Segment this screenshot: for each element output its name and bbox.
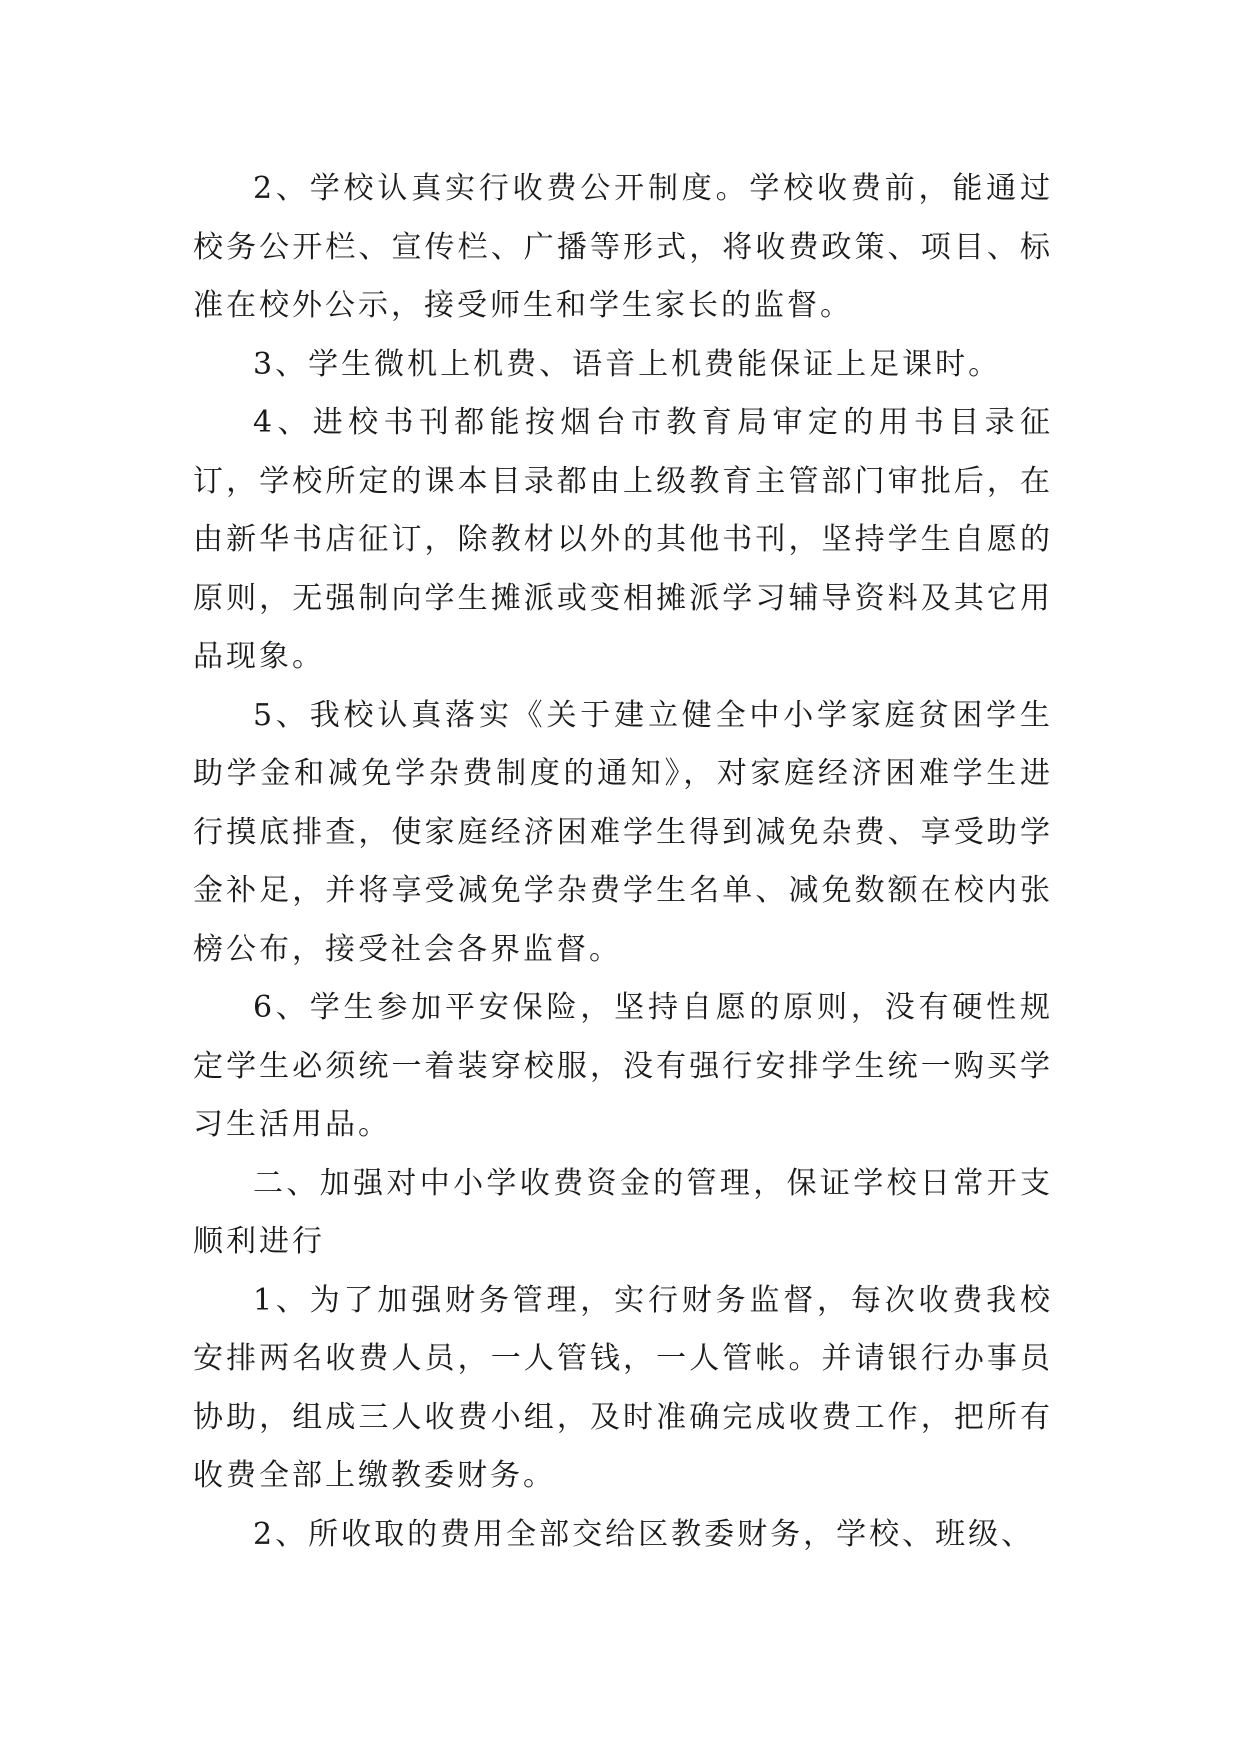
document-body xyxy=(193,160,1053,1564)
paragraph: 1、为了加强财务管理，实行财务监督，每次收费我校安排两名收费人员，一人管钱，一人管帐。并请银行办事员协助，组成三人收费小组，及时准确完成收费工作，把所有收费全部上缴教委财务。 xyxy=(193,1282,1053,1493)
paragraph: 2、学校认真实行收费公开制度。学校收费前，能通过校务公开栏、宣传栏、广播等形式，将收费政策、项目、标准在校外公示，接受师生和学生家长的监督。 xyxy=(193,171,1053,323)
paragraph: 6、学生参加平安保险，坚持自愿的原则，没有硬性规定学生必须统一着装穿校服，没有强行安排学生统一购买学习生活用品。 xyxy=(193,990,1053,1142)
paragraph: 5、我校认真落实《关于建立健全中小学家庭贫困学生助学金和减免学杂费制度的通知》，对家庭经济困难学生进行摸底排查，使家庭经济困难学生得到减免杂费、享受助学金补足，并将享受减免学杂费学生名单、减免数额在校内张榜公布，接受社会各界监督。 xyxy=(193,697,1053,967)
paragraph: 3、学生微机上机费、语音上机费能保证上足课时。 xyxy=(253,346,1002,382)
paragraph: 4、进校书刊都能按烟台市教育局审定的用书目录征订，学校所定的课本目录都由上级教育主管部门审批后，在由新华书店征订，除教材以外的其他书刊，坚持学生自愿的原则，无强制向学生摊派或变相摊派学习辅导资料及其它用品现象。 xyxy=(193,405,1053,674)
section-heading: 二、加强对中小学收费资金的管理，保证学校日常开支顺利进行 xyxy=(193,1165,1053,1259)
paragraph: 2、所收取的费用全部交给区教委财务，学校、班级、 xyxy=(253,1516,1035,1552)
